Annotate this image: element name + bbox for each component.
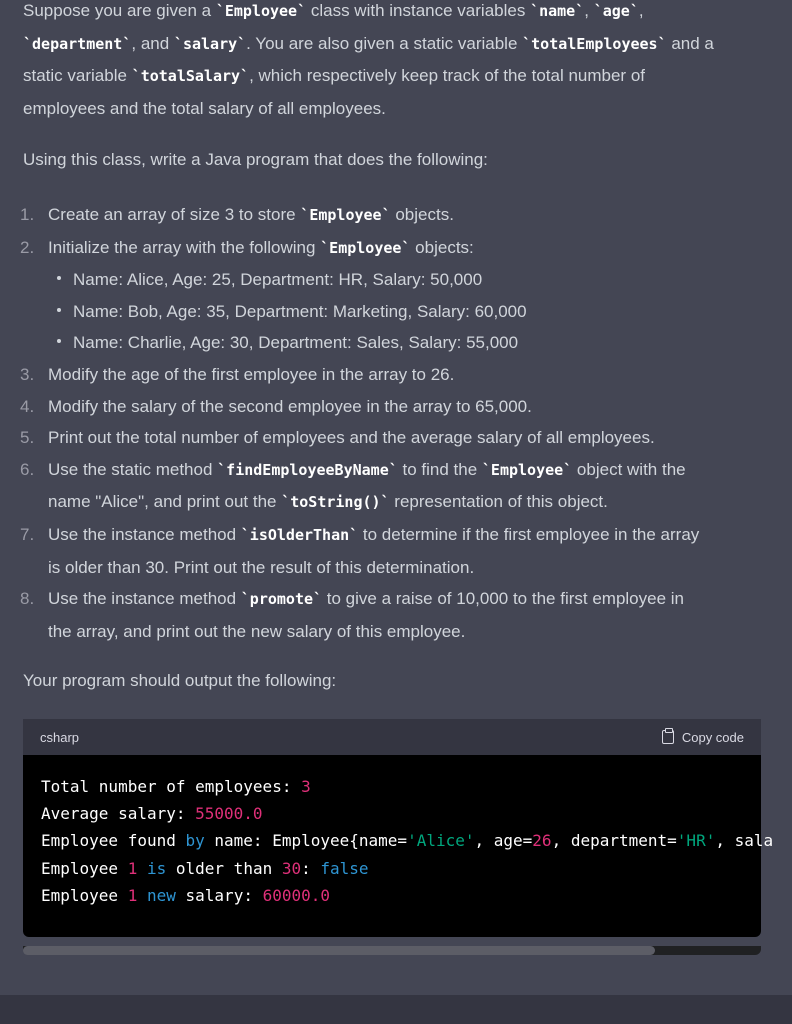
step-number: 7. [20, 524, 35, 544]
code-token: , age= [474, 831, 533, 851]
code-line [41, 827, 773, 854]
inline-code: `Employee` [215, 2, 307, 20]
inline-code: `totalSalary` [131, 67, 250, 86]
inline-code: `Employee` [481, 460, 573, 479]
intro-line [23, 60, 768, 93]
text-segment: representation of this object. [389, 492, 608, 512]
code-token: salary: [175, 885, 263, 905]
clipboard-icon [662, 730, 674, 744]
code-token: name: Employee{name= [204, 831, 408, 851]
text-segment: to find the [397, 459, 482, 479]
text-segment: object with the [572, 459, 686, 479]
sub-item-text: Name: Charlie, Age: 30, Department: Sales, Salary: 55,000 [73, 333, 519, 353]
step-number: 8. [20, 589, 35, 609]
code-token: , sala [715, 831, 774, 851]
code-token: 'Alice' [407, 831, 475, 851]
inline-code: `totalEmployees` [522, 34, 667, 53]
text-segment: the array, and print out the new salary of this employee. [48, 621, 466, 641]
step-item [20, 519, 768, 583]
code-token: Employee [41, 858, 128, 878]
code-token: 3 [301, 777, 311, 796]
text-segment: static variable [23, 66, 132, 86]
code-token: 60000.0 [262, 885, 331, 905]
code-token: , department= [551, 831, 677, 851]
intro-line [23, 0, 768, 28]
step-item [20, 199, 768, 232]
text-segment: Modify the age of the first employee in the array to 26. [48, 364, 455, 384]
intro-line [23, 28, 768, 61]
step-line [48, 391, 768, 423]
text-segment: , and [131, 33, 174, 53]
step-line [48, 519, 768, 552]
inline-code: `findEmployeeByName` [217, 460, 398, 479]
step-number: 6. [20, 459, 35, 479]
text-segment: class with instance variables [306, 1, 531, 20]
code-token: : [301, 858, 321, 878]
text-segment: , [584, 1, 594, 20]
code-header [23, 719, 761, 755]
code-token: 1 [127, 858, 138, 878]
text-segment: Suppose you are given a [23, 1, 216, 20]
text-segment: Use the instance method [48, 589, 241, 609]
step-number: 2. [20, 237, 35, 257]
step-line [48, 232, 768, 265]
step-item [20, 454, 768, 519]
copy-code-label: Copy code [681, 729, 744, 745]
step-item [20, 422, 768, 454]
step-line [48, 199, 768, 232]
code-token: false [320, 858, 369, 878]
sub-list-item [48, 327, 768, 359]
text-segment: Print out the total number of employees and the average salary of all employees. [48, 428, 655, 448]
copy-code-button[interactable] [662, 730, 744, 745]
text-segment: Use the static method [48, 459, 218, 479]
text-segment: , which respectively keep track of the total number of [249, 66, 645, 86]
inline-code: `toString()` [281, 493, 390, 512]
bottom-bar [0, 995, 792, 1024]
inline-code: `promote` [240, 590, 323, 609]
code-language-label: csharp [40, 729, 80, 745]
inline-code: `department` [23, 34, 132, 53]
code-token: 1 [127, 885, 138, 905]
bullet-icon [57, 276, 61, 280]
text-segment: to determine if the first employee in the array [358, 524, 700, 544]
text-segment: Create an array of size 3 to store [48, 205, 301, 224]
inline-code: `name` [530, 2, 585, 20]
text-segment: Initialize the array with the following [48, 237, 321, 257]
step-number: 4. [20, 396, 35, 416]
code-token: 30 [281, 858, 302, 878]
code-token: Total number of employees: [41, 777, 302, 796]
code-output [41, 773, 773, 909]
bullet-icon [57, 308, 61, 312]
sub-list [48, 264, 768, 359]
code-token: Employee [41, 885, 128, 905]
inline-code: `salary` [173, 34, 247, 53]
step-line [48, 583, 768, 616]
code-token: Average salary: [41, 804, 196, 824]
step-item [20, 583, 768, 647]
step-line [48, 486, 768, 519]
step-line [48, 454, 768, 487]
step-number: 5. [20, 428, 35, 448]
steps-list [20, 199, 768, 647]
step-line [48, 616, 768, 648]
code-token: 55000.0 [195, 804, 263, 824]
output-paragraph: Your program should output the following: [23, 671, 337, 690]
step-number: 1. [20, 205, 35, 224]
inline-code: `age` [593, 2, 639, 20]
text-segment: Use the instance method [48, 524, 241, 544]
text-segment: objects. [390, 205, 454, 224]
bullet-icon [57, 339, 61, 343]
inline-code: `isOlderThan` [240, 525, 359, 544]
code-line [41, 773, 773, 800]
intro-line [23, 93, 768, 125]
sub-list-item [48, 264, 768, 296]
text-segment: is older than 30. Print out the result of this determination. [48, 557, 475, 577]
code-block [23, 719, 774, 937]
text-segment: name "Alice", and print out the [48, 492, 282, 512]
step-item [20, 232, 768, 359]
code-token [137, 886, 147, 905]
text-segment: , [638, 1, 644, 20]
text-segment: and a [666, 33, 714, 53]
code-token: older than [166, 858, 282, 878]
text-segment: Modify the salary of the second employee in the array to 65,000. [48, 396, 532, 416]
step-item [20, 391, 768, 423]
inline-code: `Employee` [320, 238, 411, 257]
code-token: 26 [532, 831, 552, 851]
code-line [41, 882, 773, 909]
code-token: 'HR' [676, 831, 716, 851]
sub-item-text: Name: Alice, Age: 25, Department: HR, Salary: 50,000 [73, 270, 483, 290]
step-line [48, 422, 768, 454]
step-line [48, 552, 768, 584]
horizontal-scrollbar[interactable] [23, 946, 761, 955]
code-token: Employee found [41, 831, 186, 851]
sub-item-text: Name: Bob, Age: 35, Department: Marketing, Salary: 60,000 [73, 301, 527, 321]
code-token: new [146, 885, 176, 905]
code-line [41, 800, 773, 827]
scrollbar-thumb[interactable] [23, 946, 655, 955]
code-token: is [146, 858, 167, 878]
inline-code: `Employee` [300, 206, 391, 224]
step-item [20, 359, 768, 391]
intro-paragraph [23, 0, 768, 124]
using-paragraph: Using this class, write a Java program that does the following: [23, 150, 488, 169]
text-segment: . You are also given a static variable [246, 33, 523, 53]
text-segment: objects: [410, 237, 474, 257]
text-segment: employees and the total salary of all employees. [23, 98, 386, 118]
step-line [48, 359, 768, 391]
text-segment: to give a raise of 10,000 to the first employee in [322, 589, 684, 609]
sub-list-item [48, 296, 768, 328]
code-line [41, 855, 773, 882]
code-token [137, 859, 147, 878]
code-token: by [185, 831, 205, 851]
step-number: 3. [20, 364, 35, 384]
